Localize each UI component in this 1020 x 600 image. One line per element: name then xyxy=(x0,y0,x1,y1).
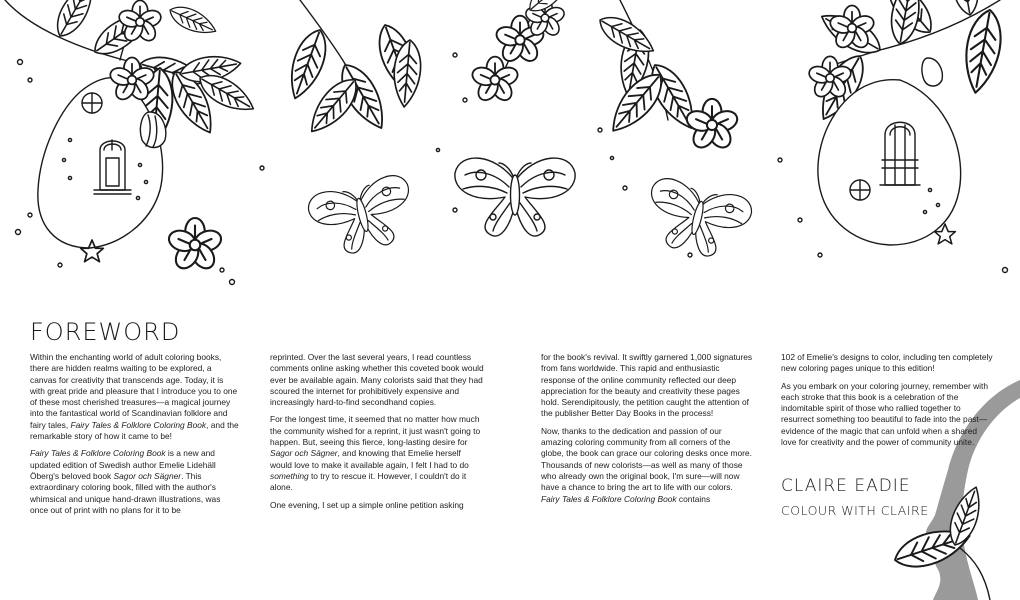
moth-garden-center xyxy=(282,0,755,264)
lemon-house-branch-left xyxy=(5,0,264,285)
foreword-column-3 xyxy=(541,352,753,511)
text-run: , and knowing that Emelie herself would love to make it available again, I felt I had to do xyxy=(270,448,469,470)
text-run: . This extraordinary coloring book, filled with the author's whimsical and unique hand-drawn illustrations, was once out of print with no plans for it to be xyxy=(30,470,221,515)
italic-text: Fairy Tales & Folklore Coloring Book xyxy=(541,493,677,504)
foreword-column-4 xyxy=(781,352,993,454)
paragraph xyxy=(270,500,484,511)
italic-text: something xyxy=(270,470,309,481)
text-run: contains xyxy=(676,493,711,504)
paragraph xyxy=(781,381,993,449)
italic-text: Fairy Tales & Folklore Coloring Book xyxy=(30,448,166,459)
paragraph xyxy=(270,414,484,493)
lemon-house-branch-right xyxy=(778,0,1008,272)
text-run: One evening, I set up a simple online petition asking xyxy=(270,499,464,510)
italic-text: Fairy Tales & Folklore Coloring Book xyxy=(70,419,207,430)
author-signature: CLAIRE EADIE xyxy=(781,476,911,496)
text-run: 102 of Emelie's designs to color, including ten completely new coloring pages unique to this edition! xyxy=(781,352,993,374)
text-run: For the longest time, it seemed that no matter how much the community wished for a reprint, it just wasn't going to happen. But, seeing this fierce, long-lasting desire for xyxy=(270,414,481,448)
paragraph xyxy=(270,352,484,408)
text-run: Within the enchanting world of adult coloring books, there are hidden realms waiting to be explored, a canvas for creativity that transcends age. Today, it is with great pride and pleasure that I introduce you to one of these most cherished treasures—a magical journey into the fantastical world of Scandinavian folklore and fairy tales, xyxy=(30,352,238,430)
italic-text: Sagor och Sägner xyxy=(113,470,182,481)
text-run: reprinted. Over the last several years, I read countless comments online asking whether this coveted book would ever be available again. Many colorists said that they had scoured the internet for prohibitively expensive and increasingly hard-to-find secondhand copies. xyxy=(270,352,484,408)
foreword-column-2 xyxy=(270,352,484,517)
text-run: Now, thanks to the dedication and passion of our amazing coloring community from all corners of the globe, the book can grace our coloring desks once more. Thousands of new colorists—as well as many of those who already own the original book, I'm sure—will now have a chance to bring the art to life with our colors. xyxy=(541,425,752,493)
text-run: to try to rescue it. However, I couldn't do it alone. xyxy=(270,470,467,493)
paragraph xyxy=(541,352,753,420)
text-run: is a new and updated edition of Swedish author Emelie Lidehäll Öberg's beloved book xyxy=(30,448,216,481)
paragraph xyxy=(30,352,240,442)
foreword-column-1 xyxy=(30,352,240,522)
paragraph xyxy=(541,426,753,505)
text-run: As you embark on your coloring journey, remember with each stroke that this book is a celebration of the indomitable spirit of those who rallied together to resurrect something too beautiful to fade into the past—evidence of the magic that can unfold when a shared love for creativity and the power of community unite. xyxy=(781,380,988,448)
italic-text: Sagor och Sägner xyxy=(270,448,338,459)
text-run: , and the remarkable story of how it came to be! xyxy=(30,419,239,442)
paragraph xyxy=(30,448,240,516)
text-run: for the book's revival. It swiftly garnered 1,000 signatures from fans worldwide. This rapid and enthusiastic response of the online community reflected our deep appreciation for the beauty and creativity these pages hold. Serendipitously, the petition caught the attention of the publisher Better Day Books in the process! xyxy=(541,352,753,419)
author-subtitle: COLOUR WITH CLAIRE xyxy=(781,503,929,518)
paragraph xyxy=(781,352,993,375)
page-title: FOREWORD xyxy=(30,318,181,346)
